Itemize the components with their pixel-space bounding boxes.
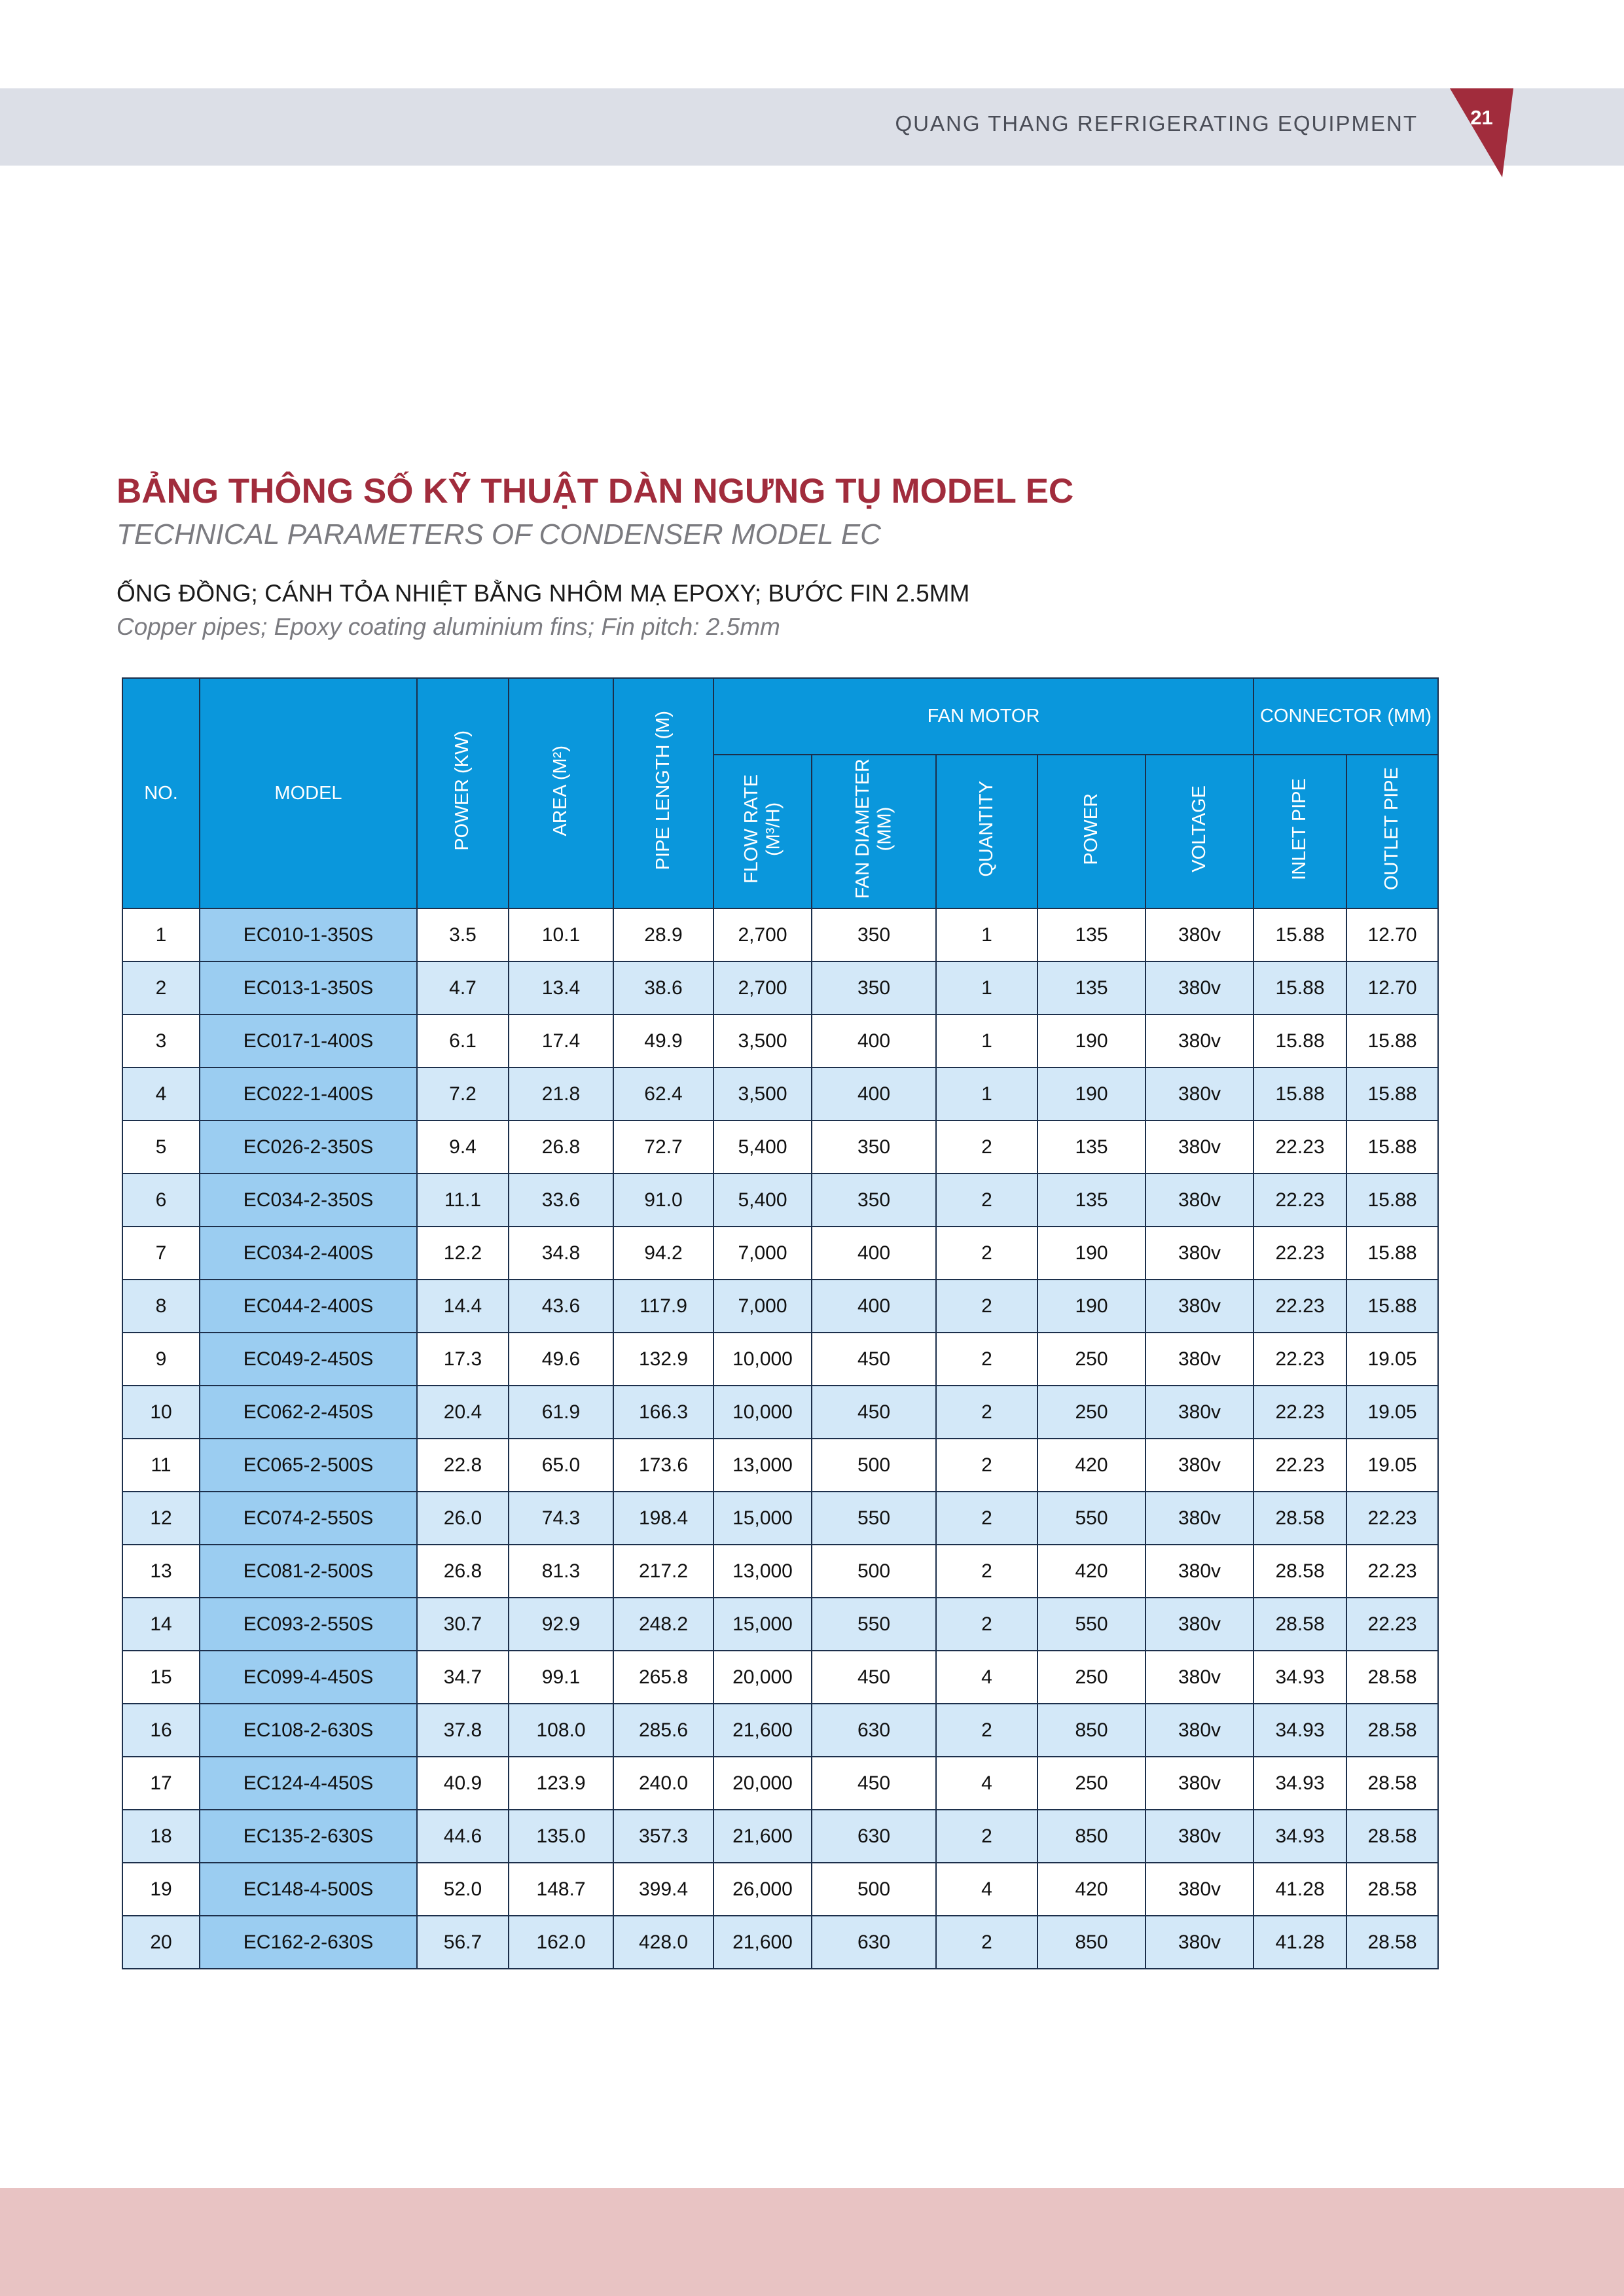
cell-fan-diameter: 400 <box>812 1067 936 1121</box>
cell-fan-diameter: 500 <box>812 1545 936 1598</box>
cell-flow-rate: 2,700 <box>713 961 812 1014</box>
cell-fan-diameter: 450 <box>812 1386 936 1439</box>
cell-no: 3 <box>122 1014 200 1067</box>
cell-inlet-pipe: 28.58 <box>1254 1598 1346 1651</box>
cell-fan-power: 190 <box>1038 1014 1146 1067</box>
cell-fan-power: 190 <box>1038 1280 1146 1333</box>
cell-pipe-length: 217.2 <box>613 1545 713 1598</box>
cell-outlet-pipe: 22.23 <box>1346 1598 1438 1651</box>
header-model: MODEL <box>200 678 417 908</box>
cell-power-kw: 22.8 <box>417 1439 509 1492</box>
table-row <box>122 1651 1438 1704</box>
header-fan-power-label: POWER <box>1080 793 1102 865</box>
cell-model: EC044-2-400S <box>200 1280 417 1333</box>
cell-fan-diameter: 500 <box>812 1863 936 1916</box>
cell-inlet-pipe: 34.93 <box>1254 1651 1346 1704</box>
cell-area: 81.3 <box>509 1545 613 1598</box>
header-area-label: AREA (M²) <box>550 745 571 836</box>
cell-outlet-pipe: 12.70 <box>1346 908 1438 961</box>
cell-outlet-pipe: 22.23 <box>1346 1492 1438 1545</box>
cell-inlet-pipe: 41.28 <box>1254 1916 1346 1969</box>
cell-pipe-length: 62.4 <box>613 1067 713 1121</box>
cell-flow-rate: 15,000 <box>713 1492 812 1545</box>
cell-flow-rate: 7,000 <box>713 1227 812 1280</box>
cell-outlet-pipe: 28.58 <box>1346 1651 1438 1704</box>
cell-pipe-length: 49.9 <box>613 1014 713 1067</box>
cell-voltage: 380v <box>1146 1227 1254 1280</box>
cell-flow-rate: 21,600 <box>713 1916 812 1969</box>
header-flow-rate-label: FLOW RATE (M³/H) <box>740 774 784 884</box>
table-row <box>122 1386 1438 1439</box>
cell-area: 13.4 <box>509 961 613 1014</box>
cell-model: EC049-2-450S <box>200 1333 417 1386</box>
cell-model: EC124-4-450S <box>200 1757 417 1810</box>
cell-no: 18 <box>122 1810 200 1863</box>
cell-area: 162.0 <box>509 1916 613 1969</box>
cell-quantity: 2 <box>936 1598 1038 1651</box>
cell-inlet-pipe: 22.23 <box>1254 1333 1346 1386</box>
cell-voltage: 380v <box>1146 1280 1254 1333</box>
cell-inlet-pipe: 41.28 <box>1254 1863 1346 1916</box>
cell-fan-diameter: 450 <box>812 1333 936 1386</box>
cell-flow-rate: 10,000 <box>713 1386 812 1439</box>
cell-area: 10.1 <box>509 908 613 961</box>
cell-outlet-pipe: 15.88 <box>1346 1227 1438 1280</box>
cell-model: EC017-1-400S <box>200 1014 417 1067</box>
cell-area: 65.0 <box>509 1439 613 1492</box>
cell-outlet-pipe: 15.88 <box>1346 1014 1438 1067</box>
cell-area: 34.8 <box>509 1227 613 1280</box>
header-area <box>509 678 613 908</box>
cell-model: EC010-1-350S <box>200 908 417 961</box>
cell-pipe-length: 248.2 <box>613 1598 713 1651</box>
cell-area: 92.9 <box>509 1598 613 1651</box>
cell-fan-power: 190 <box>1038 1067 1146 1121</box>
cell-quantity: 2 <box>936 1492 1038 1545</box>
cell-pipe-length: 94.2 <box>613 1227 713 1280</box>
spec-description-vn: ỐNG ĐỒNG; CÁNH TỎA NHIỆT BẰNG NHÔM MẠ EPOXY; BƯỚC FIN 2.5MM <box>117 580 970 607</box>
cell-outlet-pipe: 19.05 <box>1346 1386 1438 1439</box>
cell-flow-rate: 13,000 <box>713 1545 812 1598</box>
cell-no: 11 <box>122 1439 200 1492</box>
cell-fan-power: 250 <box>1038 1651 1146 1704</box>
cell-pipe-length: 198.4 <box>613 1492 713 1545</box>
cell-power-kw: 52.0 <box>417 1863 509 1916</box>
cell-inlet-pipe: 15.88 <box>1254 1014 1346 1067</box>
table-row <box>122 1545 1438 1598</box>
cell-outlet-pipe: 15.88 <box>1346 1174 1438 1227</box>
page-number-triangle-icon <box>1450 88 1513 177</box>
cell-fan-diameter: 400 <box>812 1014 936 1067</box>
cell-no: 8 <box>122 1280 200 1333</box>
cell-model: EC034-2-400S <box>200 1227 417 1280</box>
cell-fan-diameter: 400 <box>812 1280 936 1333</box>
cell-no: 4 <box>122 1067 200 1121</box>
cell-area: 61.9 <box>509 1386 613 1439</box>
cell-inlet-pipe: 15.88 <box>1254 961 1346 1014</box>
cell-fan-diameter: 350 <box>812 1174 936 1227</box>
cell-inlet-pipe: 34.93 <box>1254 1704 1346 1757</box>
cell-voltage: 380v <box>1146 1174 1254 1227</box>
cell-fan-diameter: 550 <box>812 1598 936 1651</box>
cell-voltage: 380v <box>1146 1545 1254 1598</box>
cell-voltage: 380v <box>1146 1651 1254 1704</box>
table-row <box>122 1598 1438 1651</box>
page-number: 21 <box>1470 106 1493 129</box>
cell-area: 17.4 <box>509 1014 613 1067</box>
cell-inlet-pipe: 34.93 <box>1254 1757 1346 1810</box>
cell-no: 6 <box>122 1174 200 1227</box>
cell-model: EC099-4-450S <box>200 1651 417 1704</box>
cell-no: 10 <box>122 1386 200 1439</box>
table-row <box>122 1439 1438 1492</box>
cell-quantity: 2 <box>936 1174 1038 1227</box>
header-power-kw <box>417 678 509 908</box>
cell-voltage: 380v <box>1146 908 1254 961</box>
cell-area: 148.7 <box>509 1863 613 1916</box>
cell-fan-diameter: 350 <box>812 961 936 1014</box>
cell-quantity: 2 <box>936 1386 1038 1439</box>
spec-description-en: Copper pipes; Epoxy coating aluminium fins; Fin pitch: 2.5mm <box>117 613 780 640</box>
cell-outlet-pipe: 19.05 <box>1346 1333 1438 1386</box>
cell-fan-power: 250 <box>1038 1333 1146 1386</box>
cell-fan-power: 190 <box>1038 1227 1146 1280</box>
cell-quantity: 4 <box>936 1651 1038 1704</box>
cell-voltage: 380v <box>1146 1916 1254 1969</box>
header-inlet-pipe-label: INLET PIPE <box>1289 778 1310 880</box>
cell-area: 49.6 <box>509 1333 613 1386</box>
cell-outlet-pipe: 22.23 <box>1346 1545 1438 1598</box>
table-row <box>122 1121 1438 1174</box>
cell-inlet-pipe: 15.88 <box>1254 908 1346 961</box>
cell-quantity: 1 <box>936 961 1038 1014</box>
cell-flow-rate: 3,500 <box>713 1067 812 1121</box>
cell-flow-rate: 21,600 <box>713 1704 812 1757</box>
cell-fan-power: 135 <box>1038 1121 1146 1174</box>
table-row <box>122 1333 1438 1386</box>
cell-quantity: 2 <box>936 1439 1038 1492</box>
header-fan-power <box>1038 755 1146 908</box>
cell-flow-rate: 10,000 <box>713 1333 812 1386</box>
cell-fan-diameter: 350 <box>812 908 936 961</box>
cell-fan-diameter: 350 <box>812 1121 936 1174</box>
cell-fan-power: 850 <box>1038 1810 1146 1863</box>
header-fan-diameter <box>812 755 936 908</box>
header-voltage-label: VOLTAGE <box>1188 785 1210 872</box>
cell-no: 5 <box>122 1121 200 1174</box>
cell-no: 16 <box>122 1704 200 1757</box>
cell-fan-power: 420 <box>1038 1545 1146 1598</box>
cell-area: 26.8 <box>509 1121 613 1174</box>
cell-inlet-pipe: 34.93 <box>1254 1810 1346 1863</box>
cell-outlet-pipe: 28.58 <box>1346 1757 1438 1810</box>
table-row <box>122 961 1438 1014</box>
brand-name: QUANG THANG REFRIGERATING EQUIPMENT <box>895 111 1418 135</box>
cell-voltage: 380v <box>1146 1598 1254 1651</box>
cell-pipe-length: 173.6 <box>613 1439 713 1492</box>
header-flow-rate <box>713 755 812 908</box>
cell-model: EC062-2-450S <box>200 1386 417 1439</box>
cell-power-kw: 14.4 <box>417 1280 509 1333</box>
cell-pipe-length: 91.0 <box>613 1174 713 1227</box>
table-row <box>122 1757 1438 1810</box>
header-voltage <box>1146 755 1254 908</box>
cell-no: 15 <box>122 1651 200 1704</box>
header-outlet-pipe <box>1346 755 1438 908</box>
cell-voltage: 380v <box>1146 1810 1254 1863</box>
cell-fan-power: 850 <box>1038 1916 1146 1969</box>
cell-quantity: 2 <box>936 1280 1038 1333</box>
cell-flow-rate: 5,400 <box>713 1174 812 1227</box>
cell-model: EC065-2-500S <box>200 1439 417 1492</box>
cell-power-kw: 9.4 <box>417 1121 509 1174</box>
cell-area: 135.0 <box>509 1810 613 1863</box>
table-row <box>122 1014 1438 1067</box>
cell-fan-diameter: 450 <box>812 1757 936 1810</box>
cell-no: 12 <box>122 1492 200 1545</box>
cell-outlet-pipe: 12.70 <box>1346 961 1438 1014</box>
cell-fan-power: 250 <box>1038 1386 1146 1439</box>
cell-quantity: 4 <box>936 1757 1038 1810</box>
condenser-spec-table <box>122 677 1439 1969</box>
header-inlet-pipe <box>1254 755 1346 908</box>
table-row <box>122 1916 1438 1969</box>
cell-no: 2 <box>122 961 200 1014</box>
cell-fan-diameter: 550 <box>812 1492 936 1545</box>
cell-model: EC162-2-630S <box>200 1916 417 1969</box>
cell-pipe-length: 132.9 <box>613 1333 713 1386</box>
cell-outlet-pipe: 28.58 <box>1346 1704 1438 1757</box>
cell-outlet-pipe: 28.58 <box>1346 1810 1438 1863</box>
cell-flow-rate: 21,600 <box>713 1810 812 1863</box>
cell-no: 17 <box>122 1757 200 1810</box>
cell-no: 1 <box>122 908 200 961</box>
cell-power-kw: 26.0 <box>417 1492 509 1545</box>
cell-model: EC081-2-500S <box>200 1545 417 1598</box>
cell-fan-power: 550 <box>1038 1492 1146 1545</box>
cell-fan-diameter: 630 <box>812 1916 936 1969</box>
cell-outlet-pipe: 19.05 <box>1346 1439 1438 1492</box>
table-row <box>122 1227 1438 1280</box>
cell-power-kw: 6.1 <box>417 1014 509 1067</box>
cell-fan-diameter: 630 <box>812 1704 936 1757</box>
table-row <box>122 1704 1438 1757</box>
cell-power-kw: 4.7 <box>417 961 509 1014</box>
cell-outlet-pipe: 15.88 <box>1346 1280 1438 1333</box>
cell-fan-diameter: 630 <box>812 1810 936 1863</box>
header-power-kw-label: POWER (KW) <box>452 730 473 851</box>
cell-outlet-pipe: 28.58 <box>1346 1863 1438 1916</box>
cell-fan-power: 250 <box>1038 1757 1146 1810</box>
cell-voltage: 380v <box>1146 1067 1254 1121</box>
header-connector: CONNECTOR (MM) <box>1254 678 1438 755</box>
cell-quantity: 2 <box>936 1704 1038 1757</box>
cell-flow-rate: 20,000 <box>713 1757 812 1810</box>
cell-flow-rate: 20,000 <box>713 1651 812 1704</box>
header-fan-diameter-label: FAN DIAMETER (MM) <box>852 759 895 899</box>
cell-power-kw: 20.4 <box>417 1386 509 1439</box>
cell-quantity: 1 <box>936 1067 1038 1121</box>
cell-power-kw: 11.1 <box>417 1174 509 1227</box>
cell-voltage: 380v <box>1146 1386 1254 1439</box>
cell-fan-power: 850 <box>1038 1704 1146 1757</box>
cell-quantity: 1 <box>936 1014 1038 1067</box>
table-row <box>122 908 1438 961</box>
cell-quantity: 4 <box>936 1863 1038 1916</box>
page-subtitle: TECHNICAL PARAMETERS OF CONDENSER MODEL EC <box>117 518 881 550</box>
table-row <box>122 1863 1438 1916</box>
cell-quantity: 2 <box>936 1545 1038 1598</box>
cell-voltage: 380v <box>1146 1439 1254 1492</box>
cell-flow-rate: 7,000 <box>713 1280 812 1333</box>
cell-model: EC026-2-350S <box>200 1121 417 1174</box>
cell-voltage: 380v <box>1146 1757 1254 1810</box>
cell-power-kw: 30.7 <box>417 1598 509 1651</box>
cell-voltage: 380v <box>1146 1014 1254 1067</box>
cell-fan-power: 420 <box>1038 1439 1146 1492</box>
cell-model: EC148-4-500S <box>200 1863 417 1916</box>
cell-outlet-pipe: 28.58 <box>1346 1916 1438 1969</box>
cell-power-kw: 34.7 <box>417 1651 509 1704</box>
header-fan-motor: FAN MOTOR <box>713 678 1254 755</box>
cell-area: 123.9 <box>509 1757 613 1810</box>
header-quantity <box>936 755 1038 908</box>
cell-inlet-pipe: 15.88 <box>1254 1067 1346 1121</box>
cell-power-kw: 12.2 <box>417 1227 509 1280</box>
cell-quantity: 2 <box>936 1916 1038 1969</box>
table-row <box>122 1810 1438 1863</box>
cell-voltage: 380v <box>1146 1492 1254 1545</box>
cell-model: EC093-2-550S <box>200 1598 417 1651</box>
cell-outlet-pipe: 15.88 <box>1346 1121 1438 1174</box>
cell-flow-rate: 3,500 <box>713 1014 812 1067</box>
cell-no: 9 <box>122 1333 200 1386</box>
cell-no: 14 <box>122 1598 200 1651</box>
cell-inlet-pipe: 28.58 <box>1254 1545 1346 1598</box>
cell-pipe-length: 428.0 <box>613 1916 713 1969</box>
cell-fan-power: 135 <box>1038 961 1146 1014</box>
cell-flow-rate: 26,000 <box>713 1863 812 1916</box>
cell-power-kw: 7.2 <box>417 1067 509 1121</box>
cell-flow-rate: 5,400 <box>713 1121 812 1174</box>
cell-voltage: 380v <box>1146 1121 1254 1174</box>
cell-no: 20 <box>122 1916 200 1969</box>
cell-power-kw: 17.3 <box>417 1333 509 1386</box>
cell-inlet-pipe: 22.23 <box>1254 1386 1346 1439</box>
cell-pipe-length: 399.4 <box>613 1863 713 1916</box>
header-pipe-length <box>613 678 713 908</box>
cell-pipe-length: 357.3 <box>613 1810 713 1863</box>
cell-quantity: 2 <box>936 1333 1038 1386</box>
header-quantity-label: QUANTITY <box>975 781 997 877</box>
spec-table-body <box>122 908 1438 1969</box>
header-no: NO. <box>122 678 200 908</box>
cell-voltage: 380v <box>1146 1704 1254 1757</box>
cell-pipe-length: 117.9 <box>613 1280 713 1333</box>
cell-fan-diameter: 450 <box>812 1651 936 1704</box>
table-row <box>122 1174 1438 1227</box>
cell-quantity: 1 <box>936 908 1038 961</box>
cell-model: EC022-1-400S <box>200 1067 417 1121</box>
cell-pipe-length: 28.9 <box>613 908 713 961</box>
cell-model: EC108-2-630S <box>200 1704 417 1757</box>
cell-area: 74.3 <box>509 1492 613 1545</box>
cell-model: EC135-2-630S <box>200 1810 417 1863</box>
cell-power-kw: 56.7 <box>417 1916 509 1969</box>
page-title: BẢNG THÔNG SỐ KỸ THUẬT DÀN NGƯNG TỤ MODEL EC <box>117 472 1074 511</box>
cell-pipe-length: 240.0 <box>613 1757 713 1810</box>
cell-voltage: 380v <box>1146 1333 1254 1386</box>
cell-no: 7 <box>122 1227 200 1280</box>
cell-power-kw: 37.8 <box>417 1704 509 1757</box>
cell-model: EC034-2-350S <box>200 1174 417 1227</box>
footer-band <box>0 2188 1624 2296</box>
cell-area: 21.8 <box>509 1067 613 1121</box>
cell-area: 108.0 <box>509 1704 613 1757</box>
cell-power-kw: 26.8 <box>417 1545 509 1598</box>
cell-inlet-pipe: 22.23 <box>1254 1227 1346 1280</box>
cell-flow-rate: 2,700 <box>713 908 812 961</box>
cell-pipe-length: 72.7 <box>613 1121 713 1174</box>
table-row <box>122 1067 1438 1121</box>
cell-pipe-length: 265.8 <box>613 1651 713 1704</box>
cell-no: 19 <box>122 1863 200 1916</box>
cell-quantity: 2 <box>936 1121 1038 1174</box>
cell-pipe-length: 38.6 <box>613 961 713 1014</box>
cell-fan-power: 420 <box>1038 1863 1146 1916</box>
cell-area: 99.1 <box>509 1651 613 1704</box>
cell-inlet-pipe: 22.23 <box>1254 1121 1346 1174</box>
cell-quantity: 2 <box>936 1227 1038 1280</box>
cell-inlet-pipe: 22.23 <box>1254 1174 1346 1227</box>
cell-fan-diameter: 500 <box>812 1439 936 1492</box>
cell-voltage: 380v <box>1146 961 1254 1014</box>
cell-inlet-pipe: 22.23 <box>1254 1280 1346 1333</box>
cell-power-kw: 44.6 <box>417 1810 509 1863</box>
cell-quantity: 2 <box>936 1810 1038 1863</box>
cell-power-kw: 3.5 <box>417 908 509 961</box>
cell-inlet-pipe: 28.58 <box>1254 1492 1346 1545</box>
cell-fan-power: 550 <box>1038 1598 1146 1651</box>
cell-power-kw: 40.9 <box>417 1757 509 1810</box>
cell-pipe-length: 166.3 <box>613 1386 713 1439</box>
cell-outlet-pipe: 15.88 <box>1346 1067 1438 1121</box>
header-pipe-length-label: PIPE LENGTH (M) <box>652 711 674 870</box>
cell-flow-rate: 15,000 <box>713 1598 812 1651</box>
cell-area: 43.6 <box>509 1280 613 1333</box>
cell-no: 13 <box>122 1545 200 1598</box>
table-row <box>122 1492 1438 1545</box>
cell-model: EC013-1-350S <box>200 961 417 1014</box>
cell-fan-power: 135 <box>1038 1174 1146 1227</box>
cell-voltage: 380v <box>1146 1863 1254 1916</box>
cell-flow-rate: 13,000 <box>713 1439 812 1492</box>
cell-model: EC074-2-550S <box>200 1492 417 1545</box>
cell-fan-power: 135 <box>1038 908 1146 961</box>
cell-inlet-pipe: 22.23 <box>1254 1439 1346 1492</box>
cell-fan-diameter: 400 <box>812 1227 936 1280</box>
cell-pipe-length: 285.6 <box>613 1704 713 1757</box>
table-row <box>122 1280 1438 1333</box>
cell-area: 33.6 <box>509 1174 613 1227</box>
header-outlet-pipe-label: OUTLET PIPE <box>1381 767 1403 891</box>
